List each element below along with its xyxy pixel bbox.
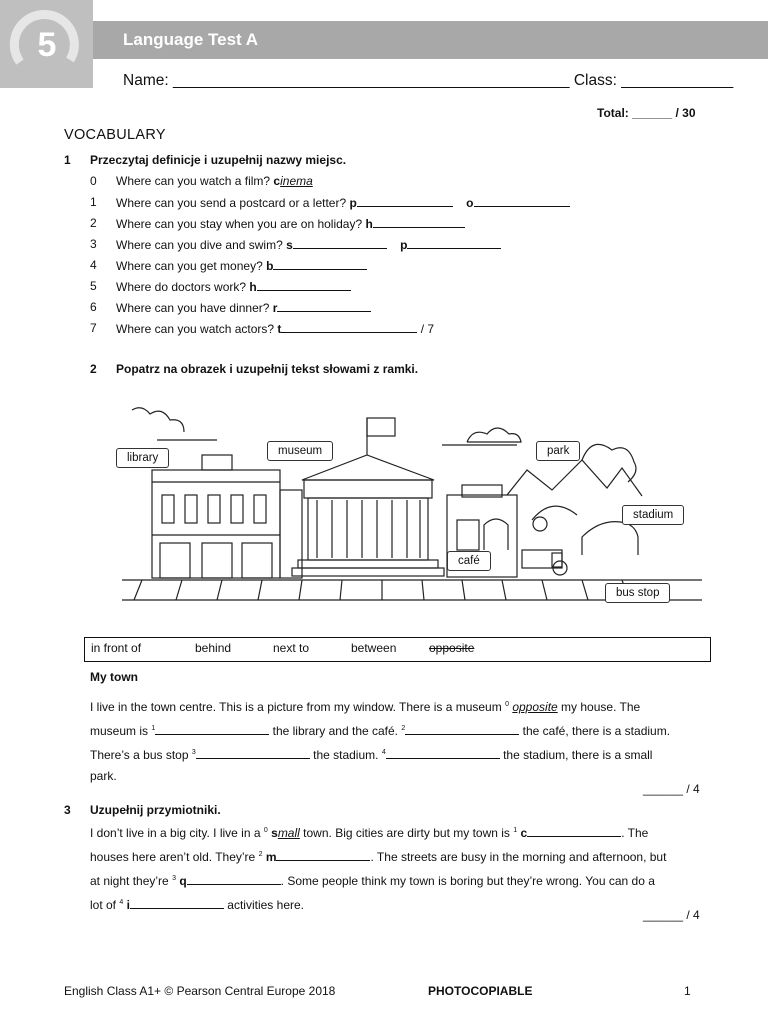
name-field[interactable]: ______________________________________________ bbox=[172, 72, 570, 89]
ex1-number: 1 bbox=[64, 153, 71, 167]
ex2-score bbox=[643, 782, 700, 796]
footer-copyright: English Class A1+ © Pearson Central Europe 2018 bbox=[64, 984, 336, 998]
gap-number: 2 bbox=[258, 851, 263, 858]
first-letter: c bbox=[273, 174, 281, 188]
answer-blank[interactable] bbox=[196, 747, 310, 759]
section-heading: VOCABULARY bbox=[64, 127, 166, 143]
item-number: 4 bbox=[90, 258, 97, 272]
name-row bbox=[123, 72, 733, 90]
ex1-item-text bbox=[116, 216, 465, 231]
item-number: 0 bbox=[90, 174, 97, 188]
text-fragment: the stadium. bbox=[313, 748, 379, 762]
answer-blank[interactable] bbox=[407, 237, 501, 249]
text-fragment: I don’t live in a big city. I live in a bbox=[90, 826, 261, 840]
score-field[interactable]: ______ bbox=[643, 908, 684, 922]
answer-blank[interactable] bbox=[357, 195, 453, 207]
text-fragment: I live in the town centre. This is a picture from my window. There is a museum bbox=[90, 700, 502, 714]
label-park: park bbox=[536, 441, 580, 461]
text-line bbox=[90, 694, 710, 718]
gap-number: 0 bbox=[263, 827, 268, 834]
question-text: Where can you dive and swim? bbox=[116, 238, 283, 252]
total-score bbox=[597, 106, 696, 120]
footer-photocopiable: PHOTOCOPIABLE bbox=[428, 984, 533, 998]
cloud-icon bbox=[132, 408, 184, 432]
item-number: 7 bbox=[90, 321, 97, 335]
text-fragment: . The streets are busy in the morning and afternoon, but bbox=[370, 850, 667, 864]
first-letter: s bbox=[286, 238, 293, 252]
ex3-instruction: Uzupełnij przymiotniki. bbox=[90, 803, 221, 817]
gap-number: 3 bbox=[191, 749, 196, 756]
gap-number: 3 bbox=[172, 875, 176, 882]
ex1-item bbox=[90, 279, 97, 293]
answer-blank[interactable] bbox=[373, 216, 465, 228]
first-letter: q bbox=[179, 874, 187, 888]
question-text: Where can you have dinner? bbox=[116, 301, 270, 315]
first-letter: h bbox=[249, 280, 257, 294]
text-fragment: There’s a bus stop bbox=[90, 748, 189, 762]
score-max: / 4 bbox=[686, 782, 700, 796]
ex1-item-text bbox=[116, 237, 501, 252]
ex3-number: 3 bbox=[64, 803, 71, 817]
first-letter: p bbox=[400, 238, 408, 252]
ex1-item bbox=[90, 174, 97, 188]
class-label: Class: bbox=[573, 72, 617, 89]
text-fragment: town. Big cities are dirty but my town is bbox=[303, 826, 510, 840]
first-letter: h bbox=[365, 217, 373, 231]
text-fragment: activities here. bbox=[227, 898, 304, 912]
example-answer: mall bbox=[277, 826, 300, 840]
gap-number: 1 bbox=[151, 725, 156, 732]
first-letter: m bbox=[265, 850, 277, 864]
answer-blank[interactable] bbox=[276, 849, 370, 861]
ex2-text bbox=[90, 694, 710, 787]
answer-blank[interactable] bbox=[293, 237, 387, 249]
answer-blank[interactable] bbox=[273, 258, 367, 270]
ball-icon bbox=[533, 517, 547, 531]
item-number: 2 bbox=[90, 216, 97, 230]
item-number: 5 bbox=[90, 279, 97, 293]
answer-blank[interactable] bbox=[130, 897, 224, 909]
first-letter: s bbox=[271, 826, 278, 840]
gap-number: 2 bbox=[401, 725, 406, 732]
text-line bbox=[90, 892, 710, 916]
ex1-item bbox=[90, 237, 97, 251]
score-field[interactable]: ______ bbox=[643, 782, 684, 796]
label-museum: museum bbox=[267, 441, 333, 461]
first-letter: b bbox=[266, 259, 274, 273]
text-fragment: the café, there is a stadium. bbox=[522, 724, 671, 738]
ex1-item bbox=[90, 321, 97, 335]
total-label: Total: bbox=[597, 106, 629, 120]
score-max: / 4 bbox=[686, 908, 700, 922]
question-text: Where can you get money? bbox=[116, 259, 263, 273]
item-number: 1 bbox=[90, 195, 97, 209]
ex1-instruction: Przeczytaj definicje i uzupełnij nazwy miejsc. bbox=[90, 153, 347, 167]
ex3-score bbox=[643, 908, 700, 922]
first-letter: i bbox=[126, 898, 130, 912]
ex1-item-text bbox=[116, 279, 351, 294]
ex1-item-text bbox=[116, 258, 367, 273]
item-number: 3 bbox=[90, 237, 97, 251]
question-text: Where do doctors work? bbox=[116, 280, 247, 294]
box-word: next to bbox=[273, 641, 310, 655]
text-line bbox=[90, 718, 710, 742]
first-letter: p bbox=[349, 196, 357, 210]
text-fragment: the stadium, there is a small bbox=[503, 748, 653, 762]
ex1-item-text bbox=[116, 300, 371, 315]
text-line bbox=[90, 844, 710, 868]
ex2-number: 2 bbox=[90, 362, 97, 376]
text-line bbox=[90, 820, 710, 844]
text-line bbox=[90, 868, 710, 892]
text-fragment: houses here aren’t old. They’re bbox=[90, 850, 256, 864]
unit-ring-icon bbox=[0, 0, 93, 88]
first-letter: c bbox=[520, 826, 528, 840]
ex1-item bbox=[90, 258, 97, 272]
question-text: Where can you watch a film? bbox=[116, 174, 271, 188]
text-fragment: at night they’re bbox=[90, 874, 169, 888]
ex1-item bbox=[90, 195, 97, 209]
first-letter: t bbox=[277, 322, 282, 336]
gap-number: 1 bbox=[513, 827, 518, 834]
box-word: in front of bbox=[91, 641, 142, 655]
question-text: Where can you stay when you are on holiday? bbox=[116, 217, 363, 231]
gap-number: 0 bbox=[505, 701, 509, 708]
ex1-item-text bbox=[116, 321, 434, 336]
answer-blank[interactable] bbox=[281, 321, 417, 333]
ex1-item-text bbox=[116, 174, 313, 188]
text-fragment: lot of bbox=[90, 898, 117, 912]
first-letter: o bbox=[466, 196, 474, 210]
ex1-item bbox=[90, 216, 97, 230]
text-fragment: my house. The bbox=[561, 700, 641, 714]
text-line bbox=[90, 742, 710, 766]
answer-blank[interactable] bbox=[405, 723, 519, 735]
page-number: 1 bbox=[684, 984, 691, 998]
stadium-roof bbox=[507, 460, 642, 496]
box-word: between bbox=[351, 641, 397, 655]
answer-blank[interactable] bbox=[155, 723, 269, 735]
ex3-text bbox=[90, 820, 710, 916]
text-fragment: . Some people think my town is boring but they’re wrong. You can do a bbox=[280, 874, 655, 888]
text-fragment: the library and the café. bbox=[272, 724, 399, 738]
answer-blank[interactable] bbox=[386, 747, 500, 759]
ex1-score: / 7 bbox=[420, 322, 435, 336]
ex2-instruction: Popatrz na obrazek i uzupełnij tekst słowami z ramki. bbox=[116, 362, 419, 376]
unit-badge bbox=[0, 0, 93, 88]
gap-number: 4 bbox=[381, 749, 386, 756]
gap-number: 4 bbox=[119, 899, 124, 906]
first-letter: r bbox=[272, 301, 278, 315]
library-building bbox=[152, 470, 280, 578]
box-word: behind bbox=[195, 641, 232, 655]
text-title: My town bbox=[90, 670, 138, 684]
name-label: Name: bbox=[123, 72, 169, 89]
question-text: Where can you send a postcard or a letter? bbox=[116, 196, 347, 210]
ex1-item bbox=[90, 300, 97, 314]
cloud-icon bbox=[467, 428, 521, 442]
label-library: library bbox=[116, 448, 169, 468]
item-number: 6 bbox=[90, 300, 97, 314]
unit-number: 5 bbox=[37, 26, 57, 64]
word-box bbox=[84, 637, 711, 662]
total-field[interactable]: ______ bbox=[632, 106, 673, 120]
test-title: Language Test A bbox=[123, 30, 259, 49]
text-fragment: museum is bbox=[90, 724, 149, 738]
example-answer: opposite bbox=[512, 700, 558, 714]
answer-blank[interactable] bbox=[474, 195, 570, 207]
answer-blank[interactable] bbox=[527, 825, 621, 837]
ex1-item-text bbox=[116, 195, 570, 210]
text-line: park. bbox=[90, 769, 117, 783]
total-max: / 30 bbox=[675, 106, 696, 120]
answer-blank[interactable] bbox=[277, 300, 371, 312]
label-bus-stop: bus stop bbox=[605, 583, 670, 603]
answer-blank[interactable] bbox=[187, 873, 281, 885]
flag-icon bbox=[367, 418, 395, 436]
question-text: Where can you watch actors? bbox=[116, 322, 275, 336]
label-cafe: café bbox=[447, 551, 491, 571]
answer-blank[interactable] bbox=[257, 279, 351, 291]
label-stadium: stadium bbox=[622, 505, 684, 525]
class-field[interactable]: _____________ bbox=[621, 72, 734, 89]
box-word-used: opposite bbox=[429, 641, 475, 655]
text-fragment: . The bbox=[621, 826, 649, 840]
example-answer: inema bbox=[280, 174, 313, 188]
